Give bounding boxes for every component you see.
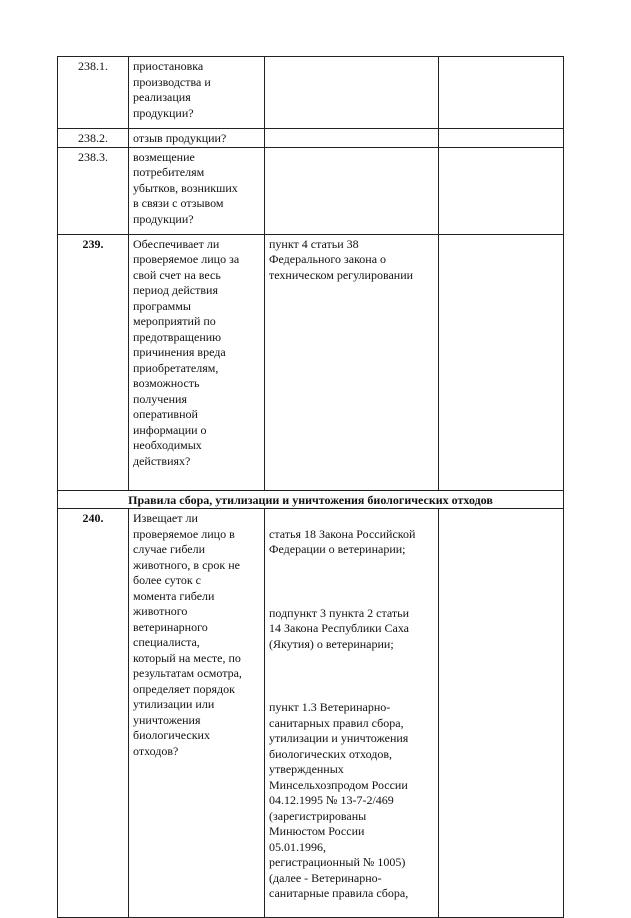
reference-item: статья 18 Закона Российской Федерации о ветеринарии; — [269, 526, 416, 556]
reference-cell: пункт 4 статьи 38 Федерального закона о техническом регулировании — [265, 234, 439, 490]
table-row — [58, 509, 564, 918]
answer-cell — [439, 147, 564, 234]
question-cell: Обеспечивает ли проверяемое лицо за свой счет на весь период действия программы мероприятий по предотвращению причинения вреда приобретателям, возможность получения оперативной информации о необходимых действиях? — [129, 234, 265, 490]
reference-cell — [265, 147, 439, 234]
row-number: 238.1. — [58, 57, 129, 129]
answer-cell — [439, 129, 564, 148]
question-cell: Извещает ли проверяемое лицо в случае гибели животного, в срок не более суток с момента гибели животного ветеринарного специалиста, который на месте, по результатам осмотра, определяет порядок утилизации или уничтожения биологических отходов? — [129, 509, 265, 918]
answer-cell — [439, 57, 564, 129]
table-row — [58, 147, 564, 234]
row-number: 240. — [58, 509, 129, 918]
reference-spacer — [269, 573, 434, 590]
reference-cell — [265, 129, 439, 148]
section-row — [58, 490, 564, 509]
question-cell: отзыв продукции? — [129, 129, 265, 148]
table-row — [58, 129, 564, 148]
row-number: 239. — [58, 234, 129, 490]
table-row — [58, 57, 564, 129]
reference-spacer — [269, 668, 434, 685]
table-row — [58, 234, 564, 490]
section-title: Правила сбора, утилизации и уничтожения биологических отходов — [58, 490, 564, 509]
reference-item: пункт 1.3 Ветеринарно- санитарных правил сбора, утилизации и уничтожения биологических отходов, утвержденных Минсельхозпродом России 04.12.1995 № 13-7-2/469 (зарегистрированы Минюстом России 05.01.1996, регистрационный № 1005) (далее - Ветеринарно- санитарные правила сбора, — [269, 700, 409, 900]
row-number: 238.2. — [58, 129, 129, 148]
checklist-table — [57, 56, 564, 918]
question-cell: приостановка производства и реализация продукции? — [129, 57, 265, 129]
reference-item: подпункт 3 пункта 2 статьи 14 Закона Республики Саха (Якутия) о ветеринарии; — [269, 605, 410, 651]
reference-cell — [265, 509, 439, 918]
answer-cell — [439, 509, 564, 918]
answer-cell — [439, 234, 564, 490]
reference-cell — [265, 57, 439, 129]
question-cell: возмещение потребителям убытков, возникших в связи с отзывом продукции? — [129, 147, 265, 234]
row-number: 238.3. — [58, 147, 129, 234]
